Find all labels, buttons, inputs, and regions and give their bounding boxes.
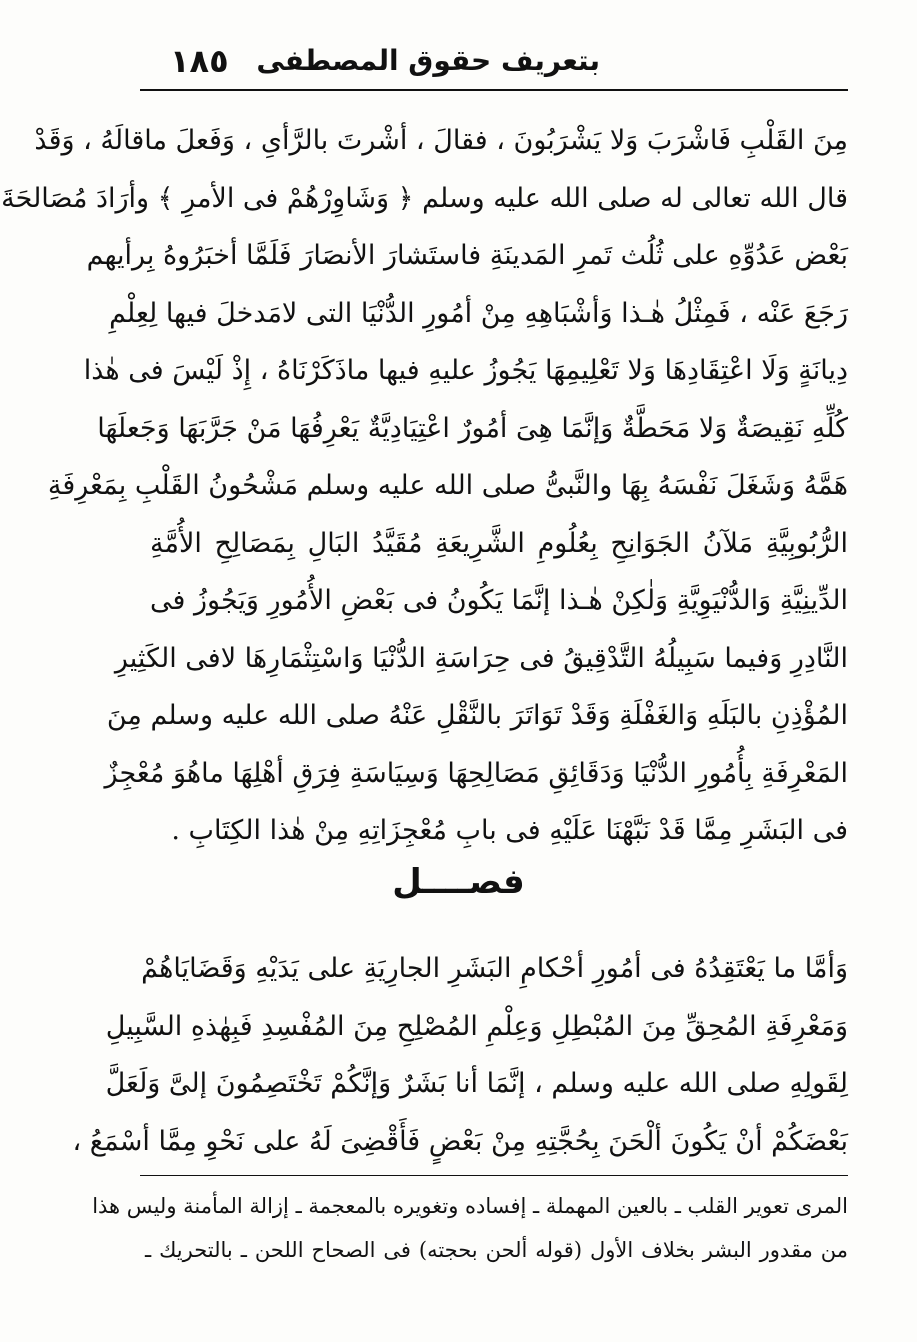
- text-line: النَّادِرِ وَفيما سَبِيلُهُ التَّدْقِيقُ فى حِرَاسَةِ الدُّنْيَا وَاسْتِثْمَارِهَا لافى الكَثِيرِ: [114, 642, 848, 674]
- footnote-line: من مقدور البشر بخلاف الأول (قوله ألحن بحجته) فى الصحاح اللحن ـ بالتحريك ـ: [145, 1238, 849, 1262]
- section-text-block: [72, 940, 848, 1170]
- page-number: ١٨٥: [170, 42, 229, 80]
- header-rule: [140, 89, 848, 91]
- section-heading-text: فصــــل: [392, 862, 525, 902]
- text-line: دِيانَةٍ وَلَا اعْتِقَادِهَا وَلا تَعْلِيمِهَا يَجُوزُ عليهِ فيها ماذَكَرْنَاهُ ، إِذْ لَيْسَ فى هٰذا: [83, 355, 848, 386]
- footnotes-block: [92, 1184, 849, 1272]
- main-text-block: [1, 112, 848, 860]
- footnote-line: المرى تعوير القلب ـ بالعين المهملة ـ إفساده وتغويره بالمعجمة ـ إزالة المأمنة وليس هذا: [92, 1194, 848, 1218]
- text-line: الدِّينِيَّةِ وَالدُّنْيَوِيَّةِ وَلٰكِنْ هٰـذا إنَّمَا يَكُونُ فى بَعْضِ الأُمُورِ وَيَجُوزُ فى: [150, 585, 848, 616]
- text-line: الرُّبُوبِيَّةِ مَلآنُ الجَوَانِحِ بِعُلُومِ الشَّرِيعَةِ مُقَيَّدُ البَالِ بِمَصَالِحِ الأُمَّةِ: [150, 527, 848, 559]
- running-title: بتعريف حقوق المصطفى: [256, 44, 600, 77]
- section-heading: [0, 862, 917, 922]
- text-line: كُلِّهِ نَقِيصَةٌ وَلا مَحَطَّةٌ وَإنَّمَا هِىَ أمُورٌ اعْتِيَادِيَّةٌ يَعْرِفُهَا مَنْ جَرَّبَهَا وَجَعلَهَا: [97, 412, 848, 444]
- page-header: [140, 40, 840, 84]
- text-line: بَعْض عَدُوِّهِ على ثُلُث تَمرِ المَدينَةِ فاستَشارَ الأنصَارَ فَلَمَّا أخبَرُوهُ بِرأيهم: [86, 240, 848, 271]
- text-line: لِقَولِهِ صلى الله عليه وسلم ، إنَّمَا أنا بَشَرٌ وَإنَّكُمْ تَخْتَصِمُونَ إلىَّ وَلَعَلَّ: [105, 1068, 848, 1099]
- footnote-rule: [140, 1175, 848, 1176]
- text-line: قال الله تعالى له صلى الله عليه وسلم ﴿ وَشَاوِرْهُمْ فى الأمرِ ﴾ وأرَادَ مُصَالحَةَ: [1, 182, 848, 214]
- text-line: فى البَشَرِ مِمَّا قَدْ نَبَّهْنَا عَلَيْهِ فى بابِ مُعْجِزَاتِهِ مِنْ هٰذا الكِتَابِ .: [171, 815, 848, 846]
- text-line: هَمَّهُ وَشَغَلَ نَفْسَهُ بِهَا والنَّبىُّ صلى الله عليه وسلم مَشْحُونُ القَلْبِ بِمَعْرِفَةِ: [47, 470, 848, 501]
- text-line: المَعْرِفَةِ بِأُمُورِ الدُّنْيَا وَدَقَائِقِ مَصَالِحِهَا وَسِيَاسَةِ فِرَقِ أهْلِهَا ماهُوَ مُعْجِزٌ: [104, 757, 848, 789]
- text-line: مِنَ القَلْبِ فَاشْرَبَ وَلا يَشْرَبُونَ ، فقالَ ، أشْرتَ بالرَّأىِ ، وَفَعلَ ماقالَهُ ، وَقَدْ: [34, 125, 848, 156]
- text-line: المُؤْذِنِ بالبَلَهِ وَالغَفْلَةِ وَقَدْ تَوَاتَرَ بالنَّقْلِ عَنْهُ صلى الله عليه وسلم مِنَ: [106, 700, 848, 731]
- text-line: رَجَعَ عَنْه ، فَمِثْلُ هٰـذا وَأشْبَاهِهِ مِنْ أمُورِ الدُّنْيَا التى لامَدخلَ فيها لِعِلْمِ: [109, 297, 848, 329]
- text-line: بَعْضَكُمْ أنْ يَكُونَ ألْحَنَ بِحُجَّتِهِ مِنْ بَعْضٍ فَأَقْضِىَ لَهُ على نَحْوِ مِمَّا أسْمَعُ ،: [72, 1125, 848, 1157]
- text-line: وَأمَّا ما يَعْتَقِدُهُ فى أمُورِ أحْكامِ البَشَرِ الجارِيَةِ على يَدَيْهِ وَقَضَايَاهُمْ: [141, 953, 848, 984]
- text-line: وَمَعْرِفَةِ المُحِقِّ مِنَ المُبْطِلِ وَعِلْمِ المُصْلِحِ مِنَ المُفْسِدِ فَبِهٰذهِ السَّبِيلِ: [105, 1010, 848, 1042]
